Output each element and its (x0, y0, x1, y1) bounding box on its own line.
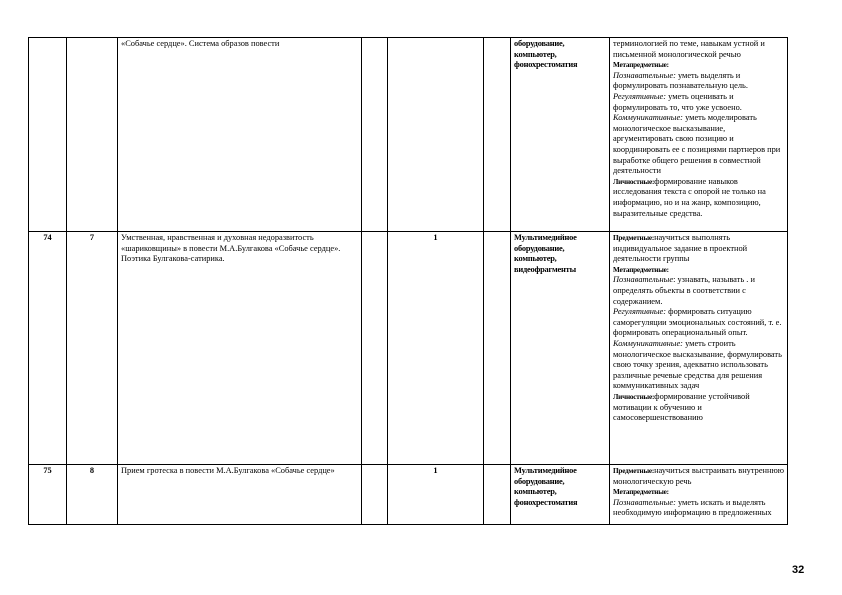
empty-cell (362, 38, 388, 232)
results-cell (610, 232, 788, 465)
cognitive-results: Познавательные: уметь выделять и формулировать познавательную цель. (613, 70, 748, 91)
personal-results: Личностные:формирование навыков исследования текста с опорой не только на информацию, но и на жанр, композицию, выразительные средства. (613, 176, 766, 218)
lesson-topic-cell: «Собачье сердце». Система образов повести (118, 38, 362, 232)
results-cell (610, 38, 788, 232)
table-row (29, 232, 788, 465)
subject-results: Предметные:научиться выполнять индивидуальное задание в проектной деятельности группы (613, 233, 748, 264)
empty-cell (484, 232, 511, 465)
communicative-results: Коммуникативные: уметь строить монологическое высказывание, формулировать свою точку зрения, адекватно использовать различные речевые средства для решения коммуникативных задач (613, 338, 782, 391)
sequence-number-cell: 7 (67, 232, 118, 465)
sequence-number-cell: 8 (67, 465, 118, 525)
hours-cell: 1 (388, 232, 484, 465)
page-number: 32 (792, 564, 805, 576)
table-row (29, 38, 788, 232)
lesson-number-cell (29, 38, 67, 232)
sequence-number-cell (67, 38, 118, 232)
results-cell (610, 465, 788, 525)
regulative-results: Регулятивные: формировать ситуацию саморегуляции эмоциональных состояний, т. е. формировать операциональный опыт. (613, 307, 782, 338)
equipment-cell: Мультимедийное оборудование, компьютер, видеофрагменты (511, 232, 610, 465)
subject-results: Предметные:научиться выстраивать внутреннюю монологическую речь (613, 466, 785, 486)
lesson-number-cell: 75 (29, 465, 67, 525)
meta-label: Метапредметные: (613, 61, 669, 70)
empty-cell (484, 38, 511, 232)
meta-label: Метапредметные: (613, 265, 669, 274)
cognitive-results: Познавательные: узнавать, называть . и определять объекты в соответствии с содержанием. (613, 275, 755, 306)
empty-cell (362, 232, 388, 465)
hours-cell (388, 38, 484, 232)
regulative-results: Регулятивные: уметь оценивать и формулировать то, что уже усвоено. (613, 91, 742, 112)
hours-cell: 1 (388, 465, 484, 525)
table-row (29, 465, 788, 525)
cognitive-results: Познавательные: уметь искать и выделять необходимую информацию в предложенных (613, 497, 772, 518)
personal-results: Личностные:формирование устойчивой мотивации к обучению и самосовершенствованию (613, 391, 750, 423)
empty-cell (484, 465, 511, 525)
equipment-cell: Мультимедийное оборудование, компьютер, фонохрестоматия (511, 465, 610, 525)
subject-results: терминологией по теме, навыкам устной и письменной монологической речью (613, 39, 765, 59)
lesson-number-cell: 74 (29, 232, 67, 465)
equipment-cell: оборудование, компьютер, фонохрестоматия (511, 38, 610, 232)
lesson-topic-cell: Прием гротеска в повести М.А.Булгакова «Собачье сердце» (118, 465, 362, 525)
empty-cell (362, 465, 388, 525)
meta-label: Метапредметные: (613, 488, 669, 497)
lesson-plan-table (28, 37, 788, 525)
communicative-results: Коммуникативные: уметь моделировать монологическое высказывание, аргументировать свою позицию и координировать ее с позициями партнеров при выработке общего решения в совместной деятельности (613, 113, 781, 176)
lesson-topic-cell: Умственная, нравственная и духовная недоразвитость «шариковщины» в повести М.А.Булгакова «Собачье сердце». Поэтика Булгакова-сатирика. (118, 232, 362, 465)
